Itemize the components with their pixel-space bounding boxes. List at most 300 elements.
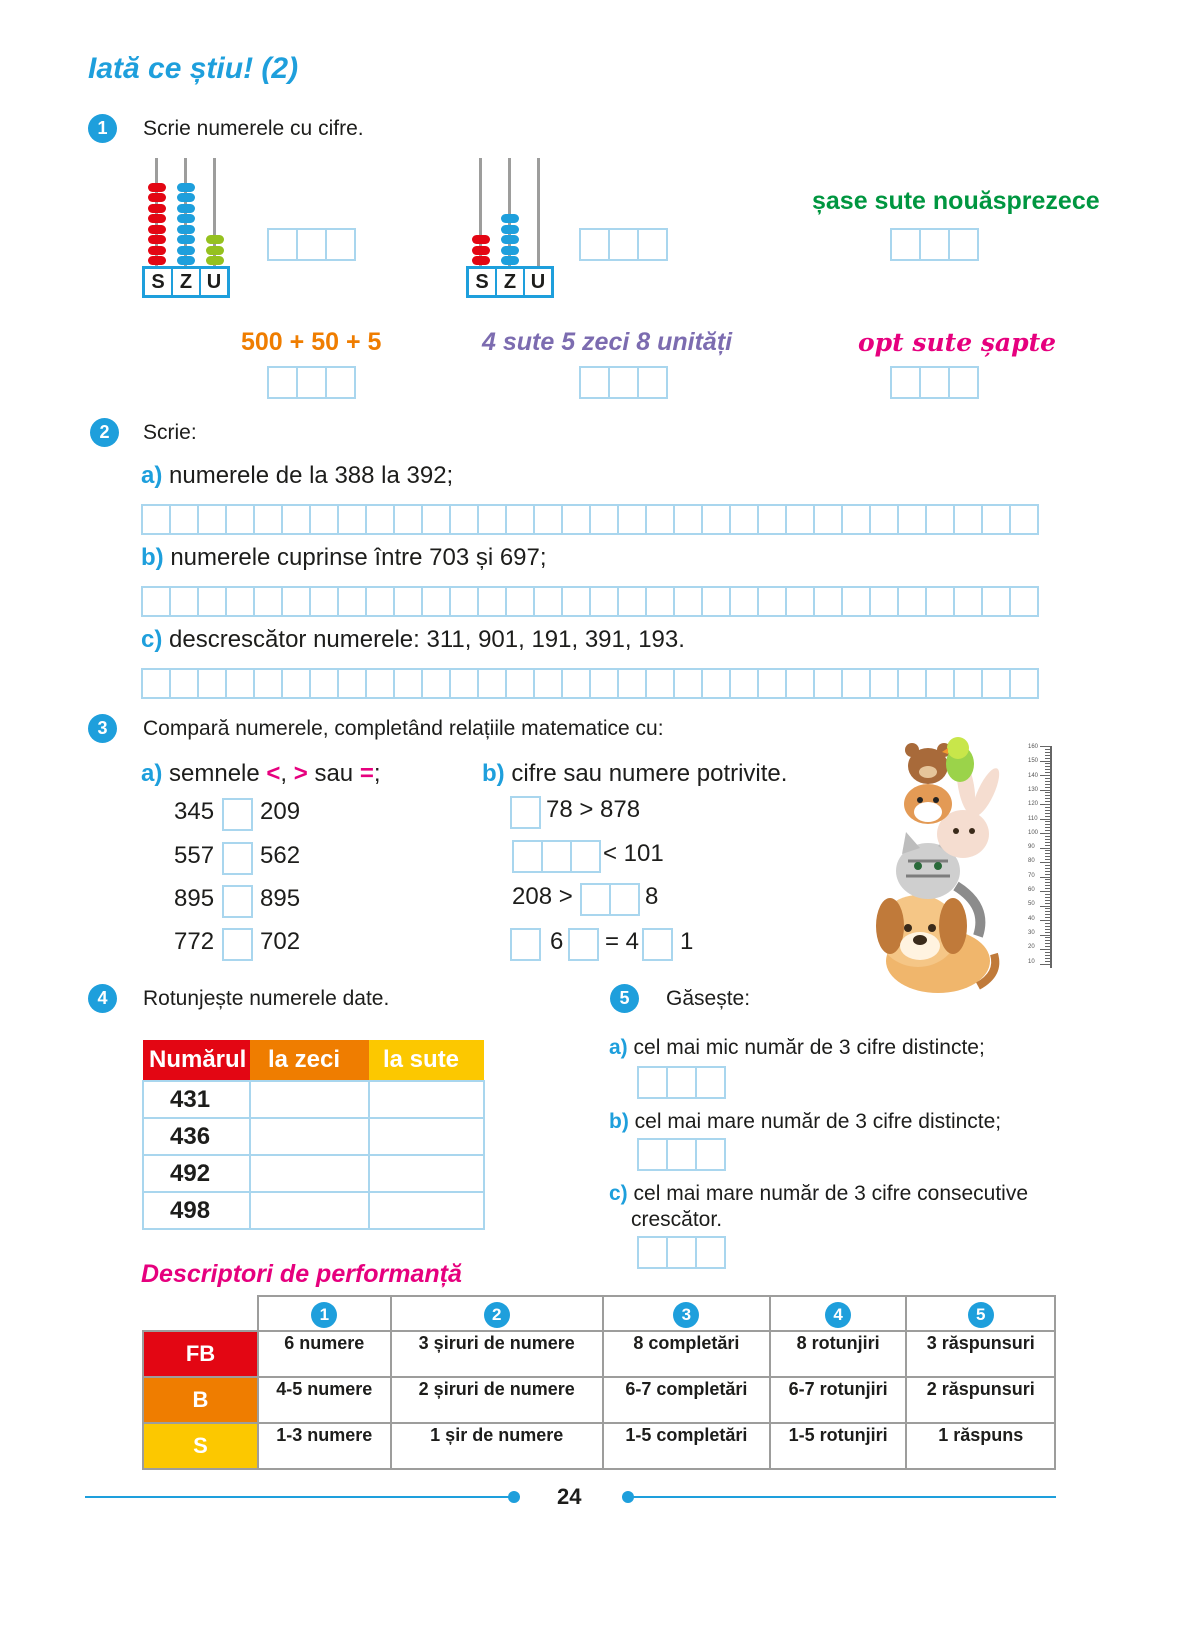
ruler-tick <box>1040 877 1050 878</box>
ruler-label: 100 <box>1028 829 1039 836</box>
grid-cell[interactable] <box>645 668 675 699</box>
grid-cell[interactable] <box>645 504 675 535</box>
exercise-5a: a) cel mai mic număr de 3 cifre distincte; <box>609 1036 985 1059</box>
ruler-label: 110 <box>1028 815 1038 822</box>
exercise-3-number: 3 <box>88 714 117 743</box>
ruler-tick <box>1045 937 1050 938</box>
descriptor-col-2: 2 <box>484 1302 510 1328</box>
ruler-tick <box>1045 911 1050 912</box>
grid-cell[interactable] <box>701 504 731 535</box>
grid-cell[interactable] <box>421 586 451 617</box>
ruler-tick <box>1045 917 1050 918</box>
exercise-3-instruction: Compară numerele, completând relațiile matematice cu: <box>143 717 664 740</box>
ruler-tick <box>1045 821 1050 822</box>
exercise-1-number: 1 <box>88 114 117 143</box>
ruler-tick <box>1045 868 1050 869</box>
compare-row-4: 772 <box>174 928 215 955</box>
ruler-tick <box>1045 755 1050 756</box>
grid-cell[interactable] <box>1009 504 1039 535</box>
fill-row-3-right: 8 <box>645 883 659 910</box>
ruler-tick <box>1045 871 1050 872</box>
answer-grid-2c[interactable] <box>141 668 1039 699</box>
grid-cell[interactable] <box>197 504 227 535</box>
ruler-tick <box>1040 833 1050 834</box>
header-tens: la zeci <box>250 1040 369 1081</box>
ruler-tick <box>1045 769 1050 770</box>
grid-cell[interactable] <box>225 668 255 699</box>
words-number-3: opt sute șapte <box>858 328 1057 357</box>
ruler-tick <box>1040 775 1050 776</box>
page-number: 24 <box>557 1484 582 1509</box>
grid-cell[interactable] <box>869 586 899 617</box>
ruler-label: 160 <box>1028 744 1039 750</box>
grid-cell[interactable] <box>253 668 283 699</box>
compare-row-3: 895 <box>174 885 215 912</box>
compare-row-1: 345 <box>174 798 215 825</box>
grid-cell[interactable] <box>673 504 703 535</box>
abacus-bead <box>206 256 224 265</box>
ruler-tick <box>1045 946 1050 947</box>
descriptor-col-1: 1 <box>311 1302 337 1328</box>
grid-cell[interactable] <box>337 504 367 535</box>
ruler-tick <box>1040 935 1050 936</box>
exercise-1-instruction: Scrie numerele cu cifre. <box>143 117 364 140</box>
page-title: Iată ce știu! (2) <box>88 52 299 85</box>
ruler-tick <box>1045 787 1050 788</box>
grid-cell[interactable] <box>337 586 367 617</box>
grid-cell[interactable] <box>953 668 983 699</box>
grid-cell[interactable] <box>1009 668 1039 699</box>
ruler-tick <box>1045 752 1050 753</box>
grid-cell[interactable] <box>617 586 647 617</box>
ruler-tick <box>1045 943 1050 944</box>
header-hundreds: la sute <box>369 1040 484 1081</box>
grid-cell[interactable] <box>169 586 199 617</box>
answer-boxes-1f[interactable] <box>890 366 979 399</box>
grid-cell[interactable] <box>561 668 591 699</box>
grid-cell[interactable] <box>925 586 955 617</box>
grid-cell[interactable] <box>729 668 759 699</box>
grid-cell[interactable] <box>729 504 759 535</box>
answer-boxes-5c[interactable] <box>637 1236 726 1269</box>
descriptors-title: Descriptori de performanță <box>141 1260 462 1288</box>
abacus-bead <box>501 225 519 234</box>
ruler-label: 20 <box>1028 944 1035 951</box>
abacus-bead <box>501 235 519 244</box>
grid-cell[interactable] <box>449 586 479 617</box>
answer-boxes-1e[interactable] <box>579 366 668 399</box>
compare-box-4[interactable] <box>222 928 253 961</box>
ruler-tick <box>1045 778 1050 779</box>
grid-cell[interactable] <box>841 668 871 699</box>
rounding-table <box>142 1040 485 1230</box>
compare-box-2[interactable] <box>222 842 253 875</box>
answer-grid-2a[interactable] <box>141 504 1039 535</box>
ruler-label: 80 <box>1028 858 1035 865</box>
table-row: 498 <box>143 1192 484 1229</box>
ruler-tick <box>1045 816 1050 817</box>
ruler-tick <box>1045 926 1050 927</box>
ruler-tick <box>1045 839 1050 840</box>
grid-cell[interactable] <box>533 586 563 617</box>
grid-cell[interactable] <box>421 504 451 535</box>
ruler-label: 10 <box>1028 958 1035 965</box>
ruler-tick <box>1040 949 1050 950</box>
fill-box-3b-1[interactable] <box>510 796 541 829</box>
ruler-tick <box>1040 920 1050 921</box>
fill-row-4-c: 1 <box>680 928 694 955</box>
ruler-tick <box>1045 897 1050 898</box>
grid-cell[interactable] <box>841 504 871 535</box>
abacus-bead <box>472 256 490 265</box>
ruler-tick <box>1045 766 1050 767</box>
answer-boxes-1b[interactable] <box>579 228 668 261</box>
fill-row-4-b: = 4 <box>605 928 640 955</box>
abacus-bead <box>177 214 195 223</box>
ruler-tick <box>1045 958 1050 959</box>
grid-cell[interactable] <box>365 504 395 535</box>
ruler-tick <box>1045 874 1050 875</box>
descriptor-col-4: 4 <box>825 1302 851 1328</box>
compare-right-4: 702 <box>260 928 301 955</box>
exercise-2a: a) numerele de la 388 la 392; <box>141 462 454 489</box>
fill-row-3-left: 208 > <box>512 883 573 910</box>
ruler-tick <box>1045 903 1050 904</box>
grid-cell[interactable] <box>757 504 787 535</box>
ruler-tick <box>1045 842 1050 843</box>
ruler-tick <box>1045 940 1050 941</box>
grid-cell[interactable] <box>337 668 367 699</box>
abacus-bead <box>148 235 166 244</box>
ruler-tick <box>1045 952 1050 953</box>
compare-right-3: 895 <box>260 885 301 912</box>
answer-boxes-5b[interactable] <box>637 1138 726 1171</box>
grid-cell[interactable] <box>449 504 479 535</box>
grid-cell[interactable] <box>645 586 675 617</box>
abacus-bead <box>177 246 195 255</box>
stacked-animals-illustration <box>868 736 1008 998</box>
abacus-bead <box>206 235 224 244</box>
abacus-bead <box>148 193 166 202</box>
grid-cell[interactable] <box>701 586 731 617</box>
descriptor-row-b: B 4-5 numere 2 șiruri de numere 6-7 completări 6-7 rotunjiri 2 răspunsuri <box>143 1377 1055 1423</box>
abacus-bead <box>472 246 490 255</box>
abacus-bead <box>501 246 519 255</box>
abacus-bead <box>177 204 195 213</box>
fill-boxes-3b-3[interactable] <box>580 883 640 916</box>
abacus-bead <box>148 225 166 234</box>
ruler-tick <box>1045 758 1050 759</box>
ruler-tick <box>1045 827 1050 828</box>
ruler-tick <box>1045 888 1050 889</box>
abacus-bead <box>177 225 195 234</box>
abacus-bead <box>148 183 166 192</box>
ruler-tick <box>1045 900 1050 901</box>
grid-cell[interactable] <box>281 504 311 535</box>
descriptors-table <box>142 1295 1056 1470</box>
grid-cell[interactable] <box>225 586 255 617</box>
grid-cell[interactable] <box>785 504 815 535</box>
ruler-tick <box>1045 885 1050 886</box>
fill-boxes-3b-2[interactable] <box>512 840 601 873</box>
ruler-tick <box>1045 810 1050 811</box>
grid-cell[interactable] <box>1009 586 1039 617</box>
grid-cell[interactable] <box>589 668 619 699</box>
grid-cell[interactable] <box>813 504 843 535</box>
grid-cell[interactable] <box>225 504 255 535</box>
grid-cell[interactable] <box>197 668 227 699</box>
table-row: 436 <box>143 1118 484 1155</box>
ruler-tick <box>1045 923 1050 924</box>
grid-cell[interactable] <box>281 586 311 617</box>
table-row: 492 <box>143 1155 484 1192</box>
exercise-3a: a) semnele <, > sau =; <box>141 760 381 787</box>
ruler-tick <box>1040 906 1050 907</box>
ruler-tick <box>1045 865 1050 866</box>
abacus-bead <box>177 193 195 202</box>
grid-cell[interactable] <box>141 668 171 699</box>
grid-cell[interactable] <box>309 586 339 617</box>
ruler-tick <box>1045 763 1050 764</box>
grid-cell[interactable] <box>477 586 507 617</box>
answer-boxes-1c[interactable] <box>890 228 979 261</box>
ruler-label: 50 <box>1028 901 1035 908</box>
expression-number: 500 + 50 + 5 <box>241 328 382 356</box>
words-number-2: 4 sute 5 zeci 8 unități <box>482 328 733 356</box>
descriptor-row-fb: FB 6 numere 3 șiruri de numere 8 completări 8 rotunjiri 3 răspunsuri <box>143 1331 1055 1377</box>
abacus-1 <box>142 158 232 300</box>
ruler-tick <box>1040 746 1050 747</box>
compare-box-3[interactable] <box>222 885 253 918</box>
grid-cell[interactable] <box>729 586 759 617</box>
abacus-bead <box>206 246 224 255</box>
fill-row-4-a: 6 <box>550 928 564 955</box>
exercise-2b: b) numerele cuprinse între 703 și 697; <box>141 544 547 571</box>
exercise-2-instruction: Scrie: <box>143 421 197 444</box>
ruler-tick <box>1045 914 1050 915</box>
ruler-tick <box>1040 848 1050 849</box>
grid-cell[interactable] <box>785 586 815 617</box>
fill-row-1: 78 > 878 <box>546 796 641 823</box>
exercise-5-number: 5 <box>610 984 639 1013</box>
grid-cell[interactable] <box>673 668 703 699</box>
exercise-5-instruction: Găsește: <box>666 987 751 1010</box>
ruler-tick <box>1045 879 1050 880</box>
ruler-tick <box>1045 792 1050 793</box>
answer-boxes-1a[interactable] <box>267 228 356 261</box>
grid-cell[interactable] <box>589 586 619 617</box>
fill-box-3b-4a[interactable] <box>510 928 541 961</box>
ruler-tick <box>1045 784 1050 785</box>
abacus-bead <box>148 204 166 213</box>
grid-cell[interactable] <box>505 504 535 535</box>
ruler-tick <box>1045 961 1050 962</box>
compare-row-2: 557 <box>174 842 215 869</box>
grid-cell[interactable] <box>393 504 423 535</box>
grid-cell[interactable] <box>757 586 787 617</box>
grid-cell[interactable] <box>925 504 955 535</box>
grid-cell[interactable] <box>897 668 927 699</box>
compare-right-2: 562 <box>260 842 301 869</box>
grid-cell[interactable] <box>309 668 339 699</box>
ruler-tick <box>1045 749 1050 750</box>
exercise-5c: c) cel mai mare număr de 3 cifre consecutive <box>609 1182 1029 1205</box>
table-row: 431 <box>143 1081 484 1118</box>
exercise-5c-continued: crescător. <box>631 1208 723 1231</box>
footer-line-right <box>632 1496 1056 1498</box>
ruler-label: 90 <box>1028 844 1035 851</box>
descriptor-row-s: S 1-3 numere 1 șir de numere 1-5 completări 1-5 rotunjiri 1 răspuns <box>143 1423 1055 1469</box>
answer-boxes-5a[interactable] <box>637 1066 726 1099</box>
ruler-tick <box>1045 932 1050 933</box>
ruler-tick <box>1045 801 1050 802</box>
grid-cell[interactable] <box>953 586 983 617</box>
grid-cell[interactable] <box>533 668 563 699</box>
grid-cell[interactable] <box>869 504 899 535</box>
ruler-tick <box>1045 853 1050 854</box>
grid-cell[interactable] <box>841 586 871 617</box>
exercise-4-number: 4 <box>88 984 117 1013</box>
grid-cell[interactable] <box>505 668 535 699</box>
ruler-label: 40 <box>1028 915 1035 922</box>
ruler-tick <box>1040 804 1050 805</box>
abacus-2 <box>466 158 556 300</box>
fill-box-3b-4b[interactable] <box>568 928 599 961</box>
ruler-tick <box>1045 795 1050 796</box>
grid-cell[interactable] <box>477 504 507 535</box>
ruler-label: 130 <box>1028 786 1039 793</box>
abacus-bead <box>177 256 195 265</box>
ruler-tick <box>1045 856 1050 857</box>
grid-cell[interactable] <box>169 504 199 535</box>
exercise-2-number: 2 <box>90 418 119 447</box>
ruler-tick <box>1045 845 1050 846</box>
grid-cell[interactable] <box>141 504 171 535</box>
grid-cell[interactable] <box>701 668 731 699</box>
footer-line-left <box>85 1496 510 1498</box>
grid-cell[interactable] <box>673 586 703 617</box>
ruler-label: 70 <box>1028 872 1035 879</box>
abacus-bead <box>177 183 195 192</box>
fill-box-3b-4c[interactable] <box>642 928 673 961</box>
abacus-bead <box>501 214 519 223</box>
exercise-3b: b) cifre sau numere potrivite. <box>482 760 788 787</box>
abacus-bead <box>472 235 490 244</box>
grid-cell[interactable] <box>197 586 227 617</box>
grid-cell[interactable] <box>253 504 283 535</box>
ruler-tick <box>1040 964 1050 965</box>
grid-cell[interactable] <box>897 586 927 617</box>
grid-cell[interactable] <box>981 504 1011 535</box>
grid-cell[interactable] <box>421 668 451 699</box>
ruler-tick <box>1045 813 1050 814</box>
grid-cell[interactable] <box>281 668 311 699</box>
answer-grid-2b[interactable] <box>141 586 1039 617</box>
ruler-label: 140 <box>1028 772 1039 779</box>
ruler-label: 150 <box>1028 758 1039 765</box>
words-number-1: șase sute nouăsprezece <box>812 187 1100 215</box>
grid-cell[interactable] <box>505 586 535 617</box>
exercise-4-instruction: Rotunjește numerele date. <box>143 987 390 1010</box>
ruler-label: 60 <box>1028 887 1035 893</box>
header-number: Numărul <box>143 1040 250 1081</box>
ruler-tick <box>1045 850 1050 851</box>
ruler-tick <box>1045 781 1050 782</box>
compare-box-1[interactable] <box>222 798 253 831</box>
grid-cell[interactable] <box>925 668 955 699</box>
height-ruler <box>1028 746 1056 968</box>
abacus-bead <box>177 235 195 244</box>
ruler-tick <box>1045 830 1050 831</box>
ruler-tick <box>1040 819 1050 820</box>
ruler-tick <box>1040 891 1050 892</box>
grid-cell[interactable] <box>561 504 591 535</box>
grid-cell[interactable] <box>981 586 1011 617</box>
grid-cell[interactable] <box>309 504 339 535</box>
grid-cell[interactable] <box>953 504 983 535</box>
ruler-tick <box>1045 772 1050 773</box>
grid-cell[interactable] <box>393 668 423 699</box>
ruler-tick <box>1045 908 1050 909</box>
szu-labels-1: S Z U <box>142 266 230 298</box>
ruler-tick <box>1045 882 1050 883</box>
grid-cell[interactable] <box>981 668 1011 699</box>
grid-cell[interactable] <box>869 668 899 699</box>
footer-dot-left <box>508 1491 520 1503</box>
grid-cell[interactable] <box>533 504 563 535</box>
ruler-tick <box>1045 894 1050 895</box>
grid-cell[interactable] <box>141 586 171 617</box>
grid-cell[interactable] <box>589 504 619 535</box>
grid-cell[interactable] <box>365 586 395 617</box>
grid-cell[interactable] <box>449 668 479 699</box>
ruler-tick <box>1040 790 1050 791</box>
grid-cell[interactable] <box>365 668 395 699</box>
grid-cell[interactable] <box>757 668 787 699</box>
abacus-bead <box>148 214 166 223</box>
grid-cell[interactable] <box>561 586 591 617</box>
grid-cell[interactable] <box>393 586 423 617</box>
ruler-tick <box>1045 836 1050 837</box>
grid-cell[interactable] <box>617 668 647 699</box>
answer-boxes-1d[interactable] <box>267 366 356 399</box>
exercise-5b: b) cel mai mare număr de 3 cifre distincte; <box>609 1110 1002 1133</box>
grid-cell[interactable] <box>169 668 199 699</box>
grid-cell[interactable] <box>477 668 507 699</box>
ruler-tick <box>1040 862 1050 863</box>
grid-cell[interactable] <box>253 586 283 617</box>
grid-cell[interactable] <box>813 668 843 699</box>
abacus-bead <box>501 256 519 265</box>
ruler-tick <box>1040 761 1050 762</box>
ruler-tick <box>1045 798 1050 799</box>
ruler-tick <box>1045 859 1050 860</box>
fill-row-2: < 101 <box>603 840 664 867</box>
ruler-tick <box>1045 824 1050 825</box>
ruler-label: 120 <box>1028 801 1039 808</box>
compare-right-1: 209 <box>260 798 301 825</box>
grid-cell[interactable] <box>813 586 843 617</box>
grid-cell[interactable] <box>785 668 815 699</box>
ruler-tick <box>1045 929 1050 930</box>
exercise-2c: c) descrescător numerele: 311, 901, 191, 391, 193. <box>141 626 685 653</box>
descriptor-col-5: 5 <box>968 1302 994 1328</box>
grid-cell[interactable] <box>617 504 647 535</box>
grid-cell[interactable] <box>897 504 927 535</box>
abacus-bead <box>148 246 166 255</box>
abacus-bead <box>148 256 166 265</box>
ruler-tick <box>1045 807 1050 808</box>
